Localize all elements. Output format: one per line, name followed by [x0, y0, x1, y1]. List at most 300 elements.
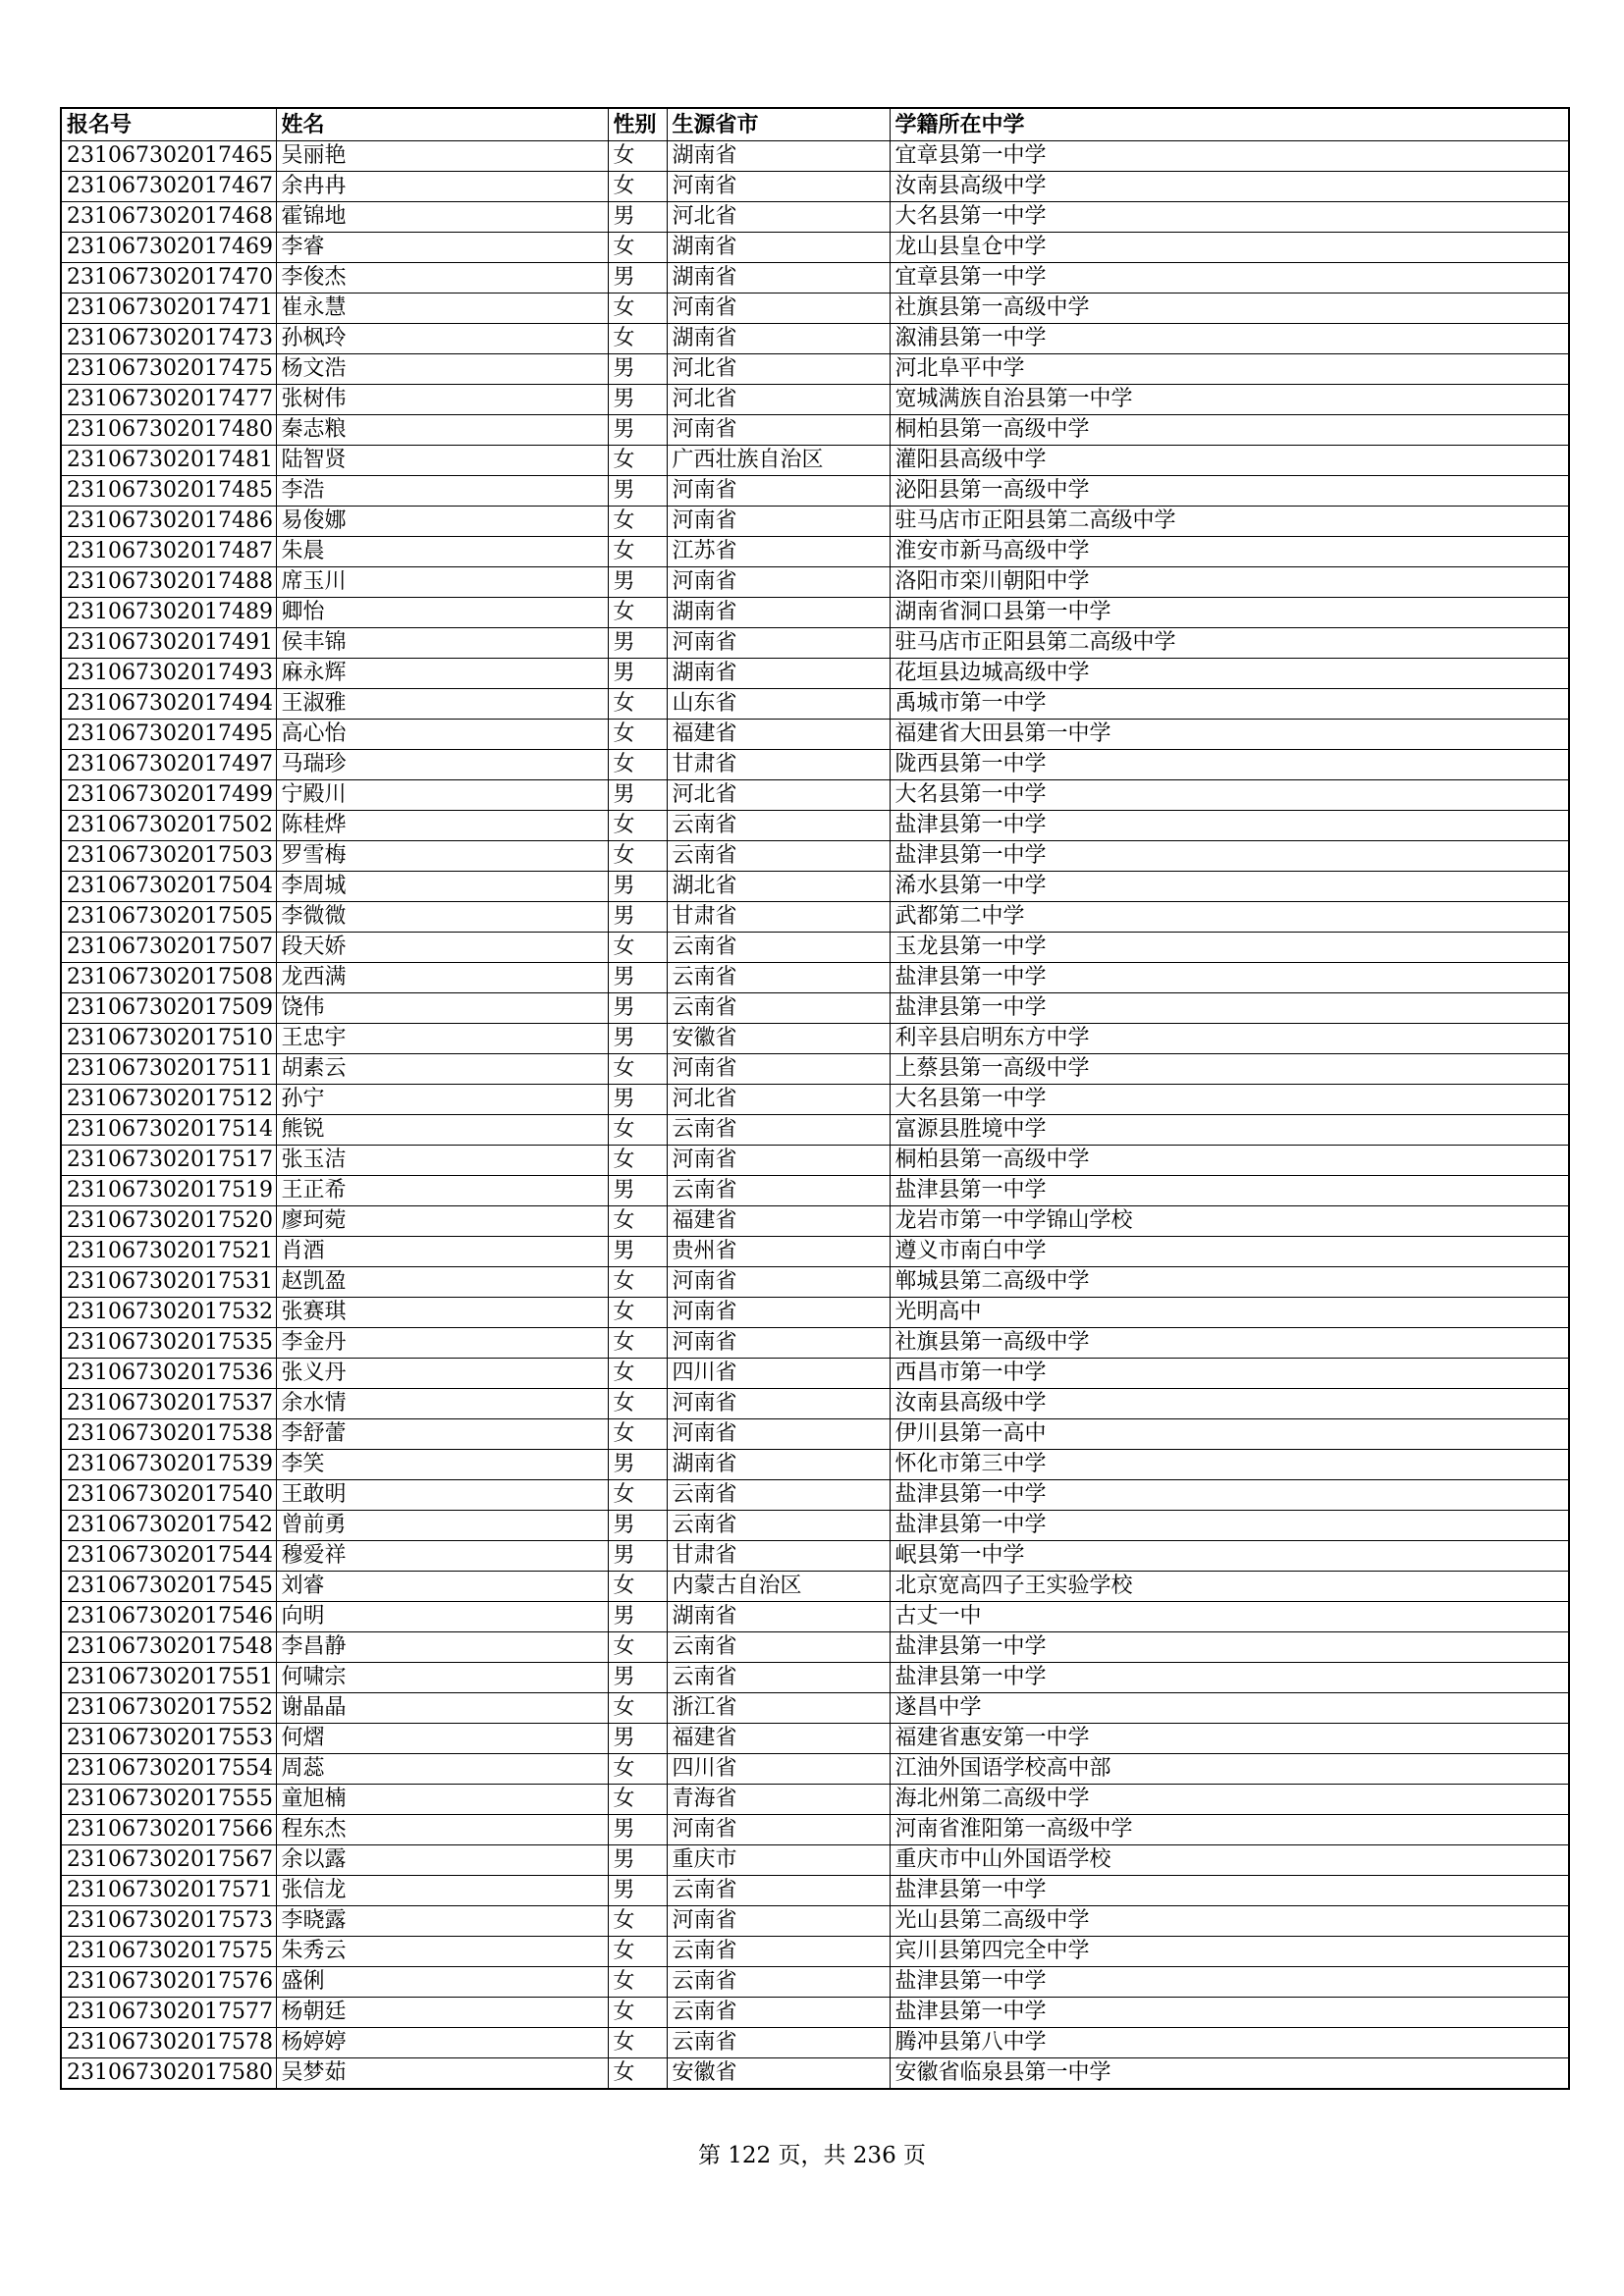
registration-number-cell: 231067302017481 — [61, 446, 276, 476]
registration-number-cell: 231067302017521 — [61, 1237, 276, 1267]
school-cell: 北京宽高四子王实验学校 — [890, 1572, 1569, 1602]
source-province-cell: 湖南省 — [667, 141, 890, 172]
name-cell: 盛俐 — [276, 1967, 608, 1998]
table-row — [61, 141, 1569, 172]
gender-cell: 男 — [608, 476, 667, 507]
registration-number-cell: 231067302017489 — [61, 598, 276, 628]
gender-cell: 女 — [608, 933, 667, 963]
source-province-cell: 河南省 — [667, 507, 890, 537]
registration-number-cell: 231067302017495 — [61, 720, 276, 750]
registration-number-cell: 231067302017485 — [61, 476, 276, 507]
source-province-cell: 云南省 — [667, 1998, 890, 2028]
source-province-cell: 湖南省 — [667, 233, 890, 263]
school-cell: 桐柏县第一高级中学 — [890, 1146, 1569, 1176]
school-cell: 郸城县第二高级中学 — [890, 1267, 1569, 1298]
gender-cell: 女 — [608, 446, 667, 476]
school-cell: 陇西县第一中学 — [890, 750, 1569, 780]
table-row — [61, 1328, 1569, 1359]
source-province-cell: 河北省 — [667, 385, 890, 415]
registration-number-cell: 231067302017467 — [61, 172, 276, 202]
registration-number-cell: 231067302017531 — [61, 1267, 276, 1298]
school-cell: 驻马店市正阳县第二高级中学 — [890, 628, 1569, 659]
school-cell: 盐津县第一中学 — [890, 841, 1569, 872]
table-row — [61, 1663, 1569, 1693]
source-province-cell: 云南省 — [667, 2028, 890, 2058]
gender-cell: 女 — [608, 1115, 667, 1146]
source-province-cell: 河南省 — [667, 1328, 890, 1359]
table-row — [61, 537, 1569, 567]
school-cell: 淮安市新马高级中学 — [890, 537, 1569, 567]
gender-cell: 男 — [608, 902, 667, 933]
school-cell: 盐津县第一中学 — [890, 1663, 1569, 1693]
school-cell: 盐津县第一中学 — [890, 811, 1569, 841]
table-row — [61, 1237, 1569, 1267]
source-province-cell: 河南省 — [667, 172, 890, 202]
gender-cell: 女 — [608, 507, 667, 537]
registration-number-cell: 231067302017488 — [61, 567, 276, 598]
name-cell: 童旭楠 — [276, 1785, 608, 1815]
name-cell: 高心怡 — [276, 720, 608, 750]
source-province-cell: 云南省 — [667, 1876, 890, 1906]
school-cell: 盐津县第一中学 — [890, 1632, 1569, 1663]
gender-cell: 女 — [608, 1298, 667, 1328]
gender-cell: 女 — [608, 1389, 667, 1419]
source-province-cell: 四川省 — [667, 1359, 890, 1389]
gender-cell: 女 — [608, 598, 667, 628]
name-cell: 曾前勇 — [276, 1511, 608, 1541]
registration-number-cell: 231067302017544 — [61, 1541, 276, 1572]
table-row — [61, 1419, 1569, 1450]
registration-number-cell: 231067302017473 — [61, 324, 276, 354]
gender-cell: 女 — [608, 233, 667, 263]
gender-cell: 男 — [608, 1815, 667, 1845]
school-cell: 富源县胜境中学 — [890, 1115, 1569, 1146]
name-cell: 杨婷婷 — [276, 2028, 608, 2058]
name-cell: 李微微 — [276, 902, 608, 933]
school-cell: 腾冲县第八中学 — [890, 2028, 1569, 2058]
school-cell: 海北州第二高级中学 — [890, 1785, 1569, 1815]
name-cell: 龙西满 — [276, 963, 608, 993]
registration-number-cell: 231067302017538 — [61, 1419, 276, 1450]
table-row — [61, 1359, 1569, 1389]
table-row — [61, 233, 1569, 263]
source-province-cell: 河南省 — [667, 567, 890, 598]
table-row — [61, 2058, 1569, 2090]
school-cell: 遵义市南白中学 — [890, 1237, 1569, 1267]
registration-number-cell: 231067302017540 — [61, 1480, 276, 1511]
source-province-cell: 福建省 — [667, 720, 890, 750]
source-province-cell: 云南省 — [667, 1937, 890, 1967]
school-cell: 福建省惠安第一中学 — [890, 1724, 1569, 1754]
source-province-cell: 河南省 — [667, 1906, 890, 1937]
school-cell: 汝南县高级中学 — [890, 172, 1569, 202]
name-cell: 陈桂烨 — [276, 811, 608, 841]
table-row — [61, 1998, 1569, 2028]
page-number-text: 第 122 页，共 236 页 — [697, 2143, 927, 2168]
name-cell: 易俊娜 — [276, 507, 608, 537]
student-list-table — [60, 107, 1570, 2090]
school-cell: 西昌市第一中学 — [890, 1359, 1569, 1389]
name-cell: 吴梦茹 — [276, 2058, 608, 2090]
table-row — [61, 598, 1569, 628]
source-province-cell: 云南省 — [667, 933, 890, 963]
source-province-cell: 河南省 — [667, 1298, 890, 1328]
table-row — [61, 1176, 1569, 1206]
gender-cell: 男 — [608, 1024, 667, 1054]
registration-number-cell: 231067302017504 — [61, 872, 276, 902]
source-province-cell: 江苏省 — [667, 537, 890, 567]
name-cell: 程东杰 — [276, 1815, 608, 1845]
gender-cell: 男 — [608, 1876, 667, 1906]
school-cell: 大名县第一中学 — [890, 780, 1569, 811]
school-cell: 社旗县第一高级中学 — [890, 1328, 1569, 1359]
school-cell: 江油外国语学校高中部 — [890, 1754, 1569, 1785]
registration-number-cell: 231067302017514 — [61, 1115, 276, 1146]
school-cell: 大名县第一中学 — [890, 202, 1569, 233]
school-cell: 禹城市第一中学 — [890, 689, 1569, 720]
header-name: 姓名 — [276, 108, 608, 141]
gender-cell: 男 — [608, 659, 667, 689]
source-province-cell: 河南省 — [667, 1815, 890, 1845]
table-row — [61, 1876, 1569, 1906]
table-row — [61, 294, 1569, 324]
gender-cell: 女 — [608, 841, 667, 872]
source-province-cell: 湖南省 — [667, 263, 890, 294]
school-cell: 宜章县第一中学 — [890, 141, 1569, 172]
school-cell: 盐津县第一中学 — [890, 1967, 1569, 1998]
gender-cell: 男 — [608, 963, 667, 993]
gender-cell: 男 — [608, 628, 667, 659]
gender-cell: 男 — [608, 263, 667, 294]
school-cell: 上蔡县第一高级中学 — [890, 1054, 1569, 1085]
source-province-cell: 云南省 — [667, 1176, 890, 1206]
source-province-cell: 云南省 — [667, 1480, 890, 1511]
source-province-cell: 重庆市 — [667, 1845, 890, 1876]
school-cell: 宾川县第四完全中学 — [890, 1937, 1569, 1967]
gender-cell: 女 — [608, 1785, 667, 1815]
name-cell: 余以露 — [276, 1845, 608, 1876]
registration-number-cell: 231067302017577 — [61, 1998, 276, 2028]
source-province-cell: 云南省 — [667, 841, 890, 872]
registration-number-cell: 231067302017535 — [61, 1328, 276, 1359]
table-row — [61, 1480, 1569, 1511]
registration-number-cell: 231067302017505 — [61, 902, 276, 933]
name-cell: 穆爱祥 — [276, 1541, 608, 1572]
registration-number-cell: 231067302017494 — [61, 689, 276, 720]
registration-number-cell: 231067302017493 — [61, 659, 276, 689]
registration-number-cell: 231067302017566 — [61, 1815, 276, 1845]
school-cell: 安徽省临泉县第一中学 — [890, 2058, 1569, 2090]
registration-number-cell: 231067302017554 — [61, 1754, 276, 1785]
name-cell: 王淑雅 — [276, 689, 608, 720]
name-cell: 余水情 — [276, 1389, 608, 1419]
source-province-cell: 云南省 — [667, 811, 890, 841]
school-cell: 岷县第一中学 — [890, 1541, 1569, 1572]
name-cell: 赵凯盈 — [276, 1267, 608, 1298]
gender-cell: 男 — [608, 1511, 667, 1541]
header-registration-number: 报名号 — [61, 108, 276, 141]
gender-cell: 女 — [608, 2028, 667, 2058]
name-cell: 向明 — [276, 1602, 608, 1632]
school-cell: 花垣县边城高级中学 — [890, 659, 1569, 689]
gender-cell: 男 — [608, 872, 667, 902]
table-row — [61, 720, 1569, 750]
table-row — [61, 1785, 1569, 1815]
table-row — [61, 1724, 1569, 1754]
school-cell: 浠水县第一中学 — [890, 872, 1569, 902]
registration-number-cell: 231067302017536 — [61, 1359, 276, 1389]
table-row — [61, 1024, 1569, 1054]
registration-number-cell: 231067302017503 — [61, 841, 276, 872]
school-cell: 重庆市中山外国语学校 — [890, 1845, 1569, 1876]
school-cell: 龙山县皇仓中学 — [890, 233, 1569, 263]
source-province-cell: 安徽省 — [667, 1024, 890, 1054]
gender-cell: 男 — [608, 1237, 667, 1267]
header-gender: 性别 — [608, 108, 667, 141]
school-cell: 河南省淮阳第一高级中学 — [890, 1815, 1569, 1845]
gender-cell: 女 — [608, 1693, 667, 1724]
header-source-province: 生源省市 — [667, 108, 890, 141]
registration-number-cell: 231067302017480 — [61, 415, 276, 446]
school-cell: 盐津县第一中学 — [890, 1998, 1569, 2028]
registration-number-cell: 231067302017502 — [61, 811, 276, 841]
gender-cell: 女 — [608, 720, 667, 750]
registration-number-cell: 231067302017517 — [61, 1146, 276, 1176]
name-cell: 刘睿 — [276, 1572, 608, 1602]
school-cell: 利辛县启明东方中学 — [890, 1024, 1569, 1054]
table-row — [61, 1572, 1569, 1602]
table-row — [61, 446, 1569, 476]
table-row — [61, 963, 1569, 993]
gender-cell: 女 — [608, 1632, 667, 1663]
source-province-cell: 云南省 — [667, 1663, 890, 1693]
gender-cell: 男 — [608, 1845, 667, 1876]
table-row — [61, 1754, 1569, 1785]
registration-number-cell: 231067302017537 — [61, 1389, 276, 1419]
registration-number-cell: 231067302017576 — [61, 1967, 276, 1998]
table-row — [61, 1298, 1569, 1328]
name-cell: 宁殿川 — [276, 780, 608, 811]
school-cell: 盐津县第一中学 — [890, 963, 1569, 993]
table-row — [61, 202, 1569, 233]
table-row — [61, 2028, 1569, 2058]
name-cell: 胡素云 — [276, 1054, 608, 1085]
table-row — [61, 1632, 1569, 1663]
name-cell: 饶伟 — [276, 993, 608, 1024]
table-row — [61, 1054, 1569, 1085]
table-row — [61, 507, 1569, 537]
name-cell: 王忠宇 — [276, 1024, 608, 1054]
name-cell: 王敢明 — [276, 1480, 608, 1511]
source-province-cell: 云南省 — [667, 1632, 890, 1663]
registration-number-cell: 231067302017575 — [61, 1937, 276, 1967]
school-cell: 玉龙县第一中学 — [890, 933, 1569, 963]
name-cell: 崔永慧 — [276, 294, 608, 324]
gender-cell: 男 — [608, 1602, 667, 1632]
table-body — [61, 141, 1569, 2090]
school-cell: 桐柏县第一高级中学 — [890, 415, 1569, 446]
name-cell: 孙宁 — [276, 1085, 608, 1115]
gender-cell: 女 — [608, 1054, 667, 1085]
registration-number-cell: 231067302017546 — [61, 1602, 276, 1632]
table-row — [61, 476, 1569, 507]
table-row — [61, 750, 1569, 780]
table-row — [61, 689, 1569, 720]
name-cell: 周蕊 — [276, 1754, 608, 1785]
gender-cell: 男 — [608, 567, 667, 598]
school-cell: 盐津县第一中学 — [890, 1511, 1569, 1541]
name-cell: 余冉冉 — [276, 172, 608, 202]
gender-cell: 女 — [608, 1572, 667, 1602]
gender-cell: 女 — [608, 2058, 667, 2090]
name-cell: 谢晶晶 — [276, 1693, 608, 1724]
table-row — [61, 1602, 1569, 1632]
gender-cell: 男 — [608, 354, 667, 385]
page-footer — [0, 2137, 1624, 2169]
gender-cell: 男 — [608, 780, 667, 811]
table-row — [61, 902, 1569, 933]
name-cell: 杨朝廷 — [276, 1998, 608, 2028]
source-province-cell: 贵州省 — [667, 1237, 890, 1267]
registration-number-cell: 231067302017520 — [61, 1206, 276, 1237]
table-row — [61, 263, 1569, 294]
school-cell: 宽城满族自治县第一中学 — [890, 385, 1569, 415]
source-province-cell: 甘肃省 — [667, 1541, 890, 1572]
name-cell: 肖酒 — [276, 1237, 608, 1267]
header-school: 学籍所在中学 — [890, 108, 1569, 141]
registration-number-cell: 231067302017511 — [61, 1054, 276, 1085]
school-cell: 汝南县高级中学 — [890, 1389, 1569, 1419]
table-row — [61, 1815, 1569, 1845]
name-cell: 李笑 — [276, 1450, 608, 1480]
table-row — [61, 172, 1569, 202]
name-cell: 朱秀云 — [276, 1937, 608, 1967]
source-province-cell: 河南省 — [667, 476, 890, 507]
table-row — [61, 628, 1569, 659]
source-province-cell: 河南省 — [667, 1054, 890, 1085]
gender-cell: 男 — [608, 1541, 667, 1572]
registration-number-cell: 231067302017551 — [61, 1663, 276, 1693]
table-header-row — [61, 108, 1569, 141]
name-cell: 廖珂菀 — [276, 1206, 608, 1237]
registration-number-cell: 231067302017470 — [61, 263, 276, 294]
table-row — [61, 385, 1569, 415]
source-province-cell: 云南省 — [667, 963, 890, 993]
table-row — [61, 1693, 1569, 1724]
school-cell: 灌阳县高级中学 — [890, 446, 1569, 476]
table-row — [61, 324, 1569, 354]
registration-number-cell: 231067302017519 — [61, 1176, 276, 1206]
source-province-cell: 河南省 — [667, 1419, 890, 1450]
name-cell: 朱晨 — [276, 537, 608, 567]
source-province-cell: 河南省 — [667, 1267, 890, 1298]
table-row — [61, 1206, 1569, 1237]
school-cell: 盐津县第一中学 — [890, 993, 1569, 1024]
gender-cell: 女 — [608, 1754, 667, 1785]
school-cell: 伊川县第一高中 — [890, 1419, 1569, 1450]
school-cell: 光明高中 — [890, 1298, 1569, 1328]
gender-cell: 男 — [608, 202, 667, 233]
source-province-cell: 河南省 — [667, 628, 890, 659]
table-row — [61, 1906, 1569, 1937]
table-row — [61, 354, 1569, 385]
name-cell: 张玉洁 — [276, 1146, 608, 1176]
source-province-cell: 河南省 — [667, 415, 890, 446]
gender-cell: 男 — [608, 1176, 667, 1206]
school-cell: 古丈一中 — [890, 1602, 1569, 1632]
registration-number-cell: 231067302017471 — [61, 294, 276, 324]
registration-number-cell: 231067302017545 — [61, 1572, 276, 1602]
name-cell: 李舒蕾 — [276, 1419, 608, 1450]
table-row — [61, 1450, 1569, 1480]
gender-cell: 男 — [608, 385, 667, 415]
table-row — [61, 415, 1569, 446]
source-province-cell: 湖南省 — [667, 1602, 890, 1632]
table-row — [61, 567, 1569, 598]
name-cell: 李周城 — [276, 872, 608, 902]
gender-cell: 女 — [608, 811, 667, 841]
school-cell: 福建省大田县第一中学 — [890, 720, 1569, 750]
registration-number-cell: 231067302017468 — [61, 202, 276, 233]
name-cell: 秦志粮 — [276, 415, 608, 446]
source-province-cell: 云南省 — [667, 1511, 890, 1541]
name-cell: 霍锦地 — [276, 202, 608, 233]
gender-cell: 男 — [608, 1085, 667, 1115]
gender-cell: 女 — [608, 141, 667, 172]
registration-number-cell: 231067302017477 — [61, 385, 276, 415]
gender-cell: 男 — [608, 1663, 667, 1693]
gender-cell: 男 — [608, 993, 667, 1024]
name-cell: 席玉川 — [276, 567, 608, 598]
gender-cell: 女 — [608, 1206, 667, 1237]
school-cell: 驻马店市正阳县第二高级中学 — [890, 507, 1569, 537]
registration-number-cell: 231067302017508 — [61, 963, 276, 993]
school-cell: 宜章县第一中学 — [890, 263, 1569, 294]
source-province-cell: 浙江省 — [667, 1693, 890, 1724]
registration-number-cell: 231067302017507 — [61, 933, 276, 963]
school-cell: 光山县第二高级中学 — [890, 1906, 1569, 1937]
name-cell: 孙枫玲 — [276, 324, 608, 354]
source-province-cell: 湖南省 — [667, 324, 890, 354]
registration-number-cell: 231067302017580 — [61, 2058, 276, 2090]
name-cell: 熊锐 — [276, 1115, 608, 1146]
name-cell: 李晓露 — [276, 1906, 608, 1937]
source-province-cell: 河南省 — [667, 1146, 890, 1176]
school-cell: 盐津县第一中学 — [890, 1480, 1569, 1511]
gender-cell: 女 — [608, 1937, 667, 1967]
gender-cell: 男 — [608, 1724, 667, 1754]
source-province-cell: 青海省 — [667, 1785, 890, 1815]
registration-number-cell: 231067302017567 — [61, 1845, 276, 1876]
table-row — [61, 1967, 1569, 1998]
source-province-cell: 福建省 — [667, 1724, 890, 1754]
source-province-cell: 广西壮族自治区 — [667, 446, 890, 476]
gender-cell: 女 — [608, 294, 667, 324]
name-cell: 何啸宗 — [276, 1663, 608, 1693]
name-cell: 侯丰锦 — [276, 628, 608, 659]
registration-number-cell: 231067302017486 — [61, 507, 276, 537]
name-cell: 李昌静 — [276, 1632, 608, 1663]
registration-number-cell: 231067302017475 — [61, 354, 276, 385]
name-cell: 李浩 — [276, 476, 608, 507]
name-cell: 王正希 — [276, 1176, 608, 1206]
gender-cell: 女 — [608, 1328, 667, 1359]
registration-number-cell: 231067302017553 — [61, 1724, 276, 1754]
name-cell: 陆智贤 — [276, 446, 608, 476]
registration-number-cell: 231067302017539 — [61, 1450, 276, 1480]
name-cell: 张树伟 — [276, 385, 608, 415]
source-province-cell: 湖南省 — [667, 598, 890, 628]
